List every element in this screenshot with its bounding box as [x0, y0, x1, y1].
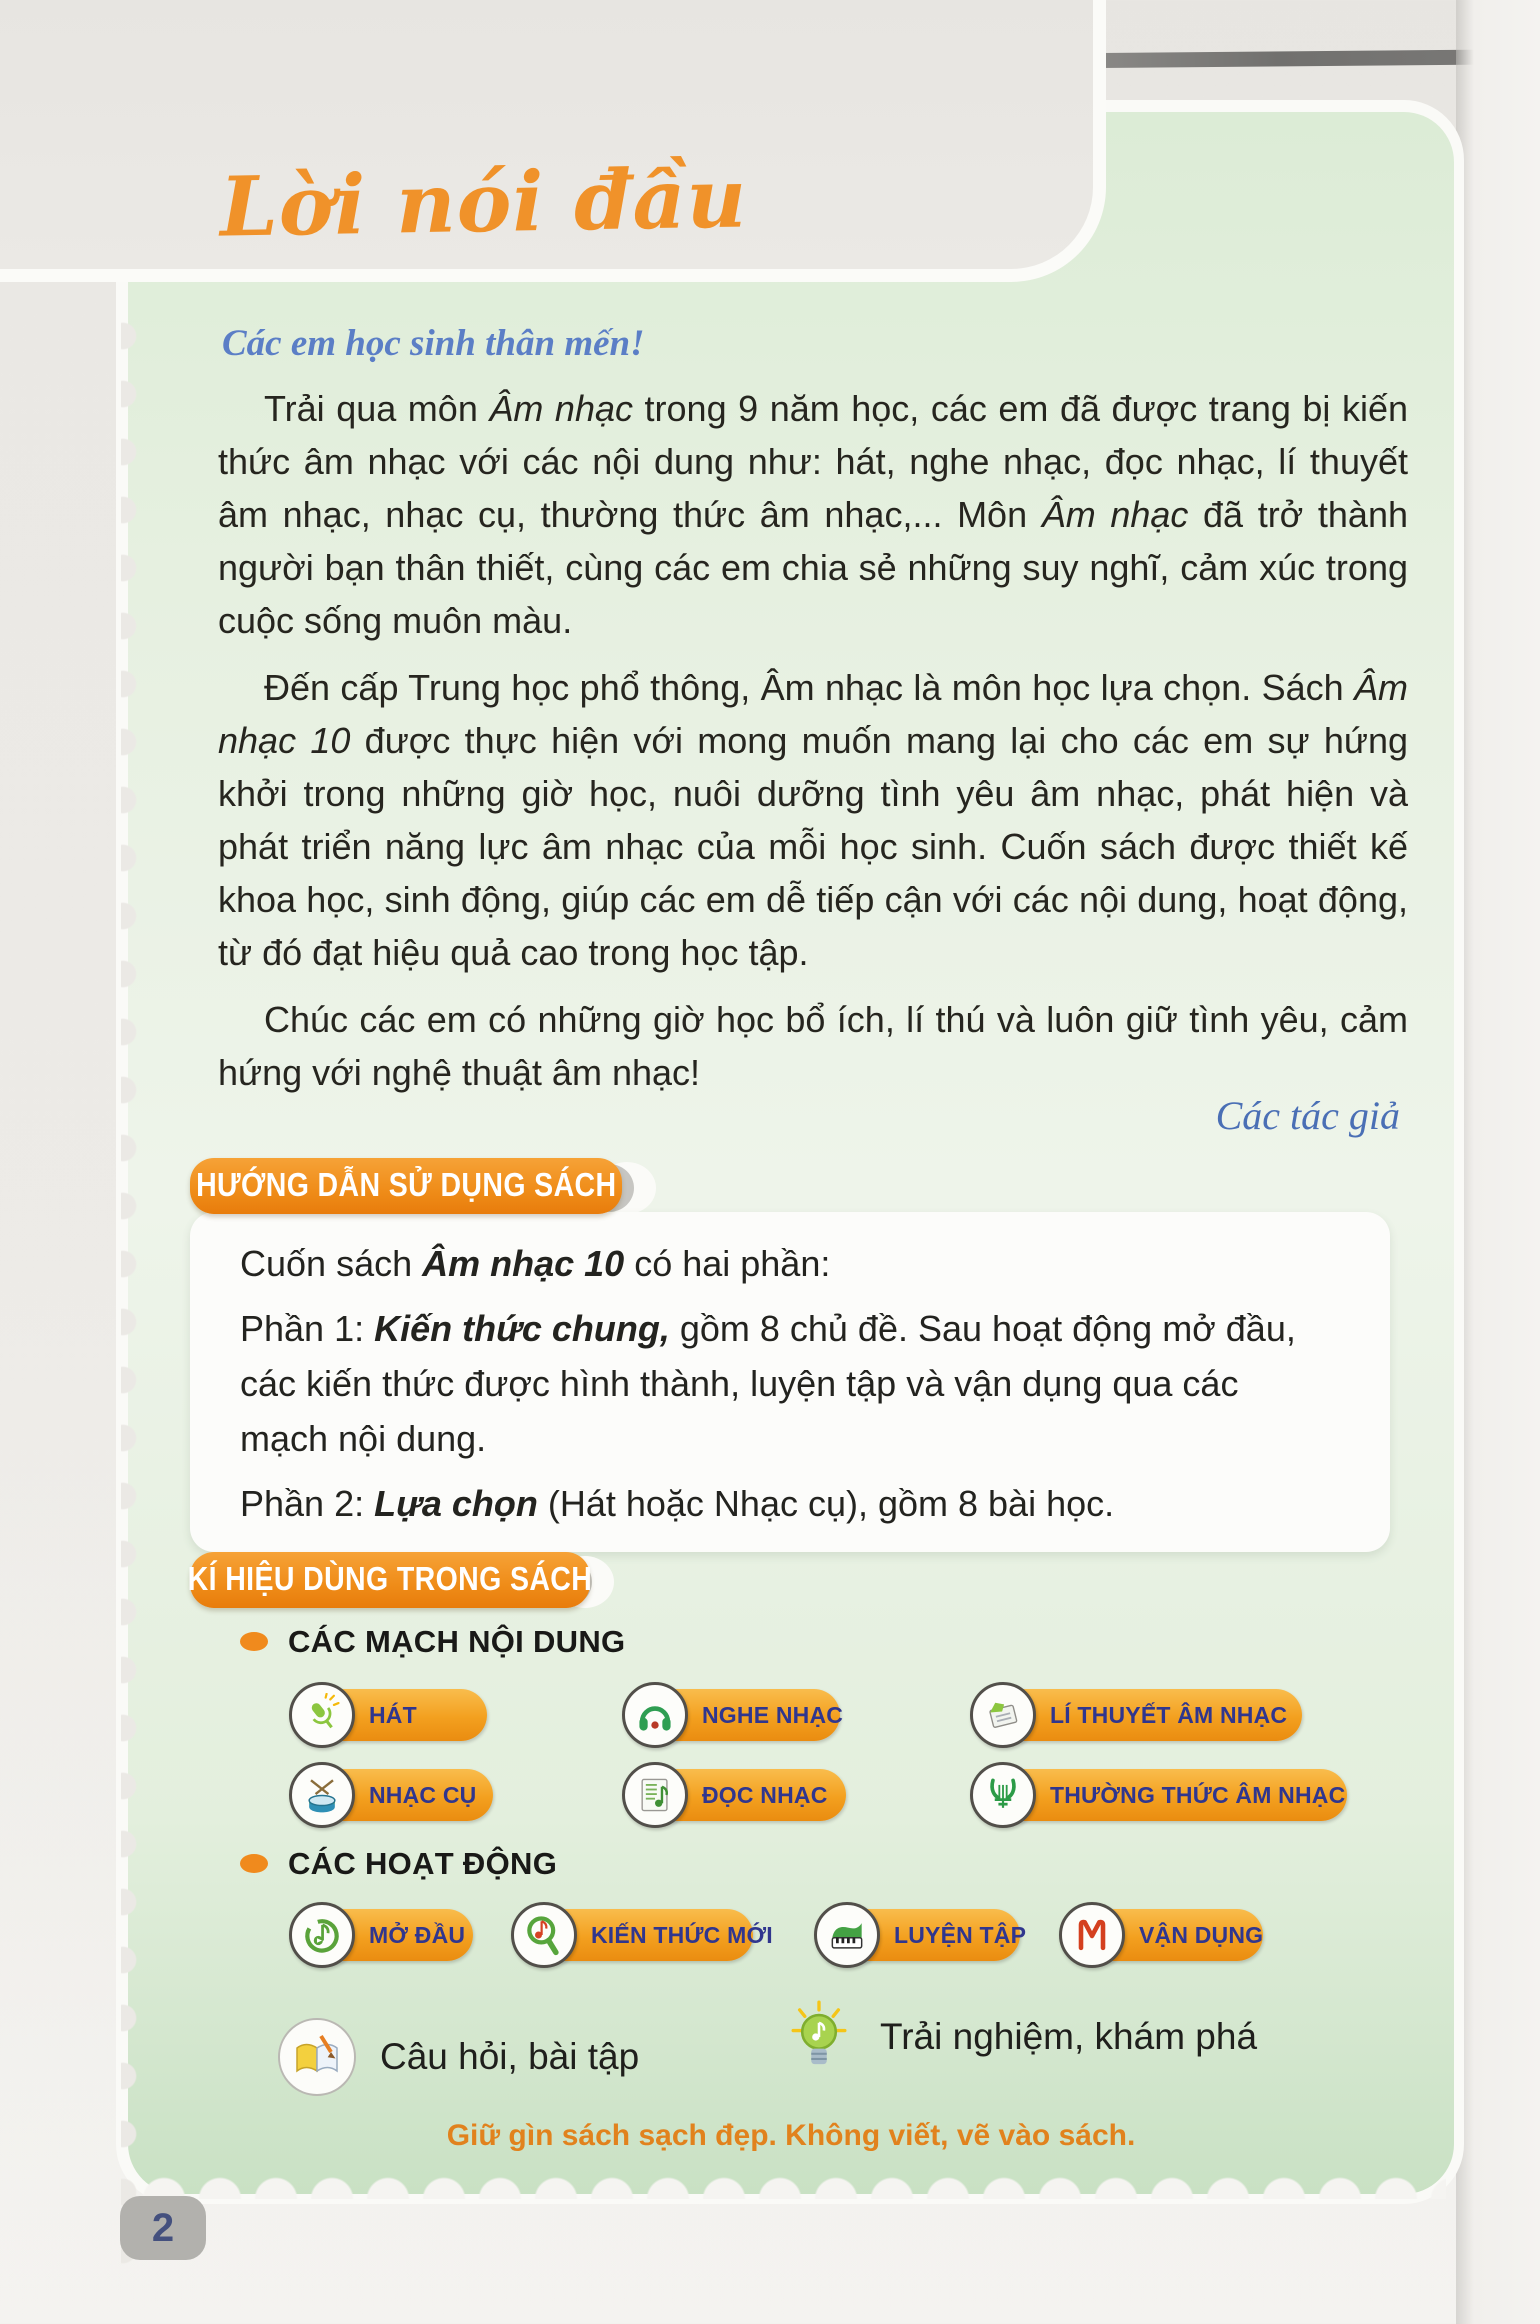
- lightbulb-icon: [782, 2000, 856, 2074]
- magnifier-note-icon: [511, 1902, 577, 1968]
- page-edge: [1456, 0, 1540, 2324]
- piano-keys-icon: [814, 1902, 880, 1968]
- badge-luyen-tap: LUYỆN TẬP: [814, 1902, 1020, 1968]
- badge-doc-nhac: ĐỌC NHẠC: [622, 1762, 846, 1828]
- activities-heading: CÁC HOẠT ĐỘNG: [240, 1848, 557, 1879]
- page-title: Lời nói đầu: [219, 150, 748, 256]
- preface-paragraph-2: Đến cấp Trung học phổ thông, Âm nhạc là môn học lựa chọn. Sách Âm nhạc 10 được thực hiện với mong muốn mang lại cho các em sự hứng khởi trong những giờ học, nuôi dưỡng tình yêu âm nhạc, phát hiện và phát triển năng lực âm nhạc của mỗi học sinh. Cuốn sách được thiết kế khoa học, sinh động, giúp các em dễ tiếp cận với các nội dung, hoạt động, từ đó đạt hiệu quả cao trong học tập.: [218, 667, 1409, 973]
- stamp-perforation-bottom: [136, 2157, 1446, 2199]
- open-book-pencil-icon: [278, 2018, 356, 2096]
- sheet-music-icon: [622, 1762, 688, 1828]
- tuning-fork-icon: [1059, 1902, 1125, 1968]
- play-note-icon: [289, 1902, 355, 1968]
- guide-intro: Cuốn sách Âm nhạc 10 có hai phần:: [240, 1243, 831, 1284]
- usage-guide-banner: HƯỚNG DẪN SỬ DỤNG SÁCH: [190, 1158, 622, 1214]
- music-theory-book-icon: [970, 1682, 1036, 1748]
- headphones-icon: [622, 1682, 688, 1748]
- badge-mo-dau: MỞ ĐẦU: [289, 1902, 473, 1968]
- badge-li-thuyet-am-nhac: LÍ THUYẾT ÂM NHẠC: [970, 1682, 1302, 1748]
- guide-part-2: Phần 2: Lựa chọn (Hát hoặc Nhạc cụ), gồm 8 bài học.: [240, 1483, 1115, 1524]
- preface-paragraph-1: Trải qua môn Âm nhạc trong 9 năm học, các em đã được trang bị kiến thức âm nhạc với các nội dung như: hát, nghe nhạc, đọc nhạc, lí thuyết âm nhạc, nhạc cụ, thường thức âm nhạc,... Môn Âm nhạc đã trở thành người bạn thân thiết, cùng các em chia sẻ những suy nghĩ, cảm xúc trong cuộc sống muôn màu.: [218, 388, 1409, 641]
- content-strands-heading: CÁC MẠCH NỘI DUNG: [240, 1626, 625, 1657]
- drum-icon: [289, 1762, 355, 1828]
- badge-hat: HÁT: [289, 1682, 487, 1748]
- legend-questions: Câu hỏi, bài tập: [278, 2018, 639, 2096]
- author-signoff: Các tác giả: [1215, 1093, 1400, 1138]
- lyre-icon: [970, 1762, 1036, 1828]
- page-number-badge: 2: [120, 2196, 206, 2260]
- preface-paragraph-3: Chúc các em có những giờ học bổ ích, lí thú và luôn giữ tình yêu, cảm hứng với nghệ thuật âm nhạc!: [218, 999, 1408, 1093]
- keep-clean-note: Giữ gìn sách sạch đẹp. Không viết, vẽ vào sách.: [446, 2119, 1136, 2152]
- badge-kien-thuc-moi: KIẾN THỨC MỚI: [511, 1902, 753, 1968]
- badge-nghe-nhac: NGHE NHẠC: [622, 1682, 840, 1748]
- usage-guide-box: [190, 1212, 1390, 1552]
- badge-nhac-cu: NHẠC CỤ: [289, 1762, 493, 1828]
- greeting-line: Các em học sinh thân mến!: [222, 323, 645, 364]
- legend-experience: Trải nghiệm, khám phá: [782, 2000, 1257, 2074]
- badge-thuong-thuc-am-nhac: THƯỜNG THỨC ÂM NHẠC: [970, 1762, 1347, 1828]
- microphone-icon: [289, 1682, 355, 1748]
- stamp-perforation-left: [121, 307, 151, 2267]
- preface-text: [218, 382, 1408, 1113]
- orange-bullet-icon: [240, 1854, 268, 1873]
- orange-bullet-icon: [240, 1632, 268, 1651]
- guide-part-1: Phần 1: Kiến thức chung, gồm 8 chủ đề. Sau hoạt động mở đầu, các kiến thức được hình thành, luyện tập và vận dụng qua các mạch nội dung.: [240, 1308, 1296, 1459]
- badge-van-dung: VẬN DỤNG: [1059, 1902, 1263, 1968]
- symbols-banner: KÍ HIỆU DÙNG TRONG SÁCH: [190, 1552, 590, 1608]
